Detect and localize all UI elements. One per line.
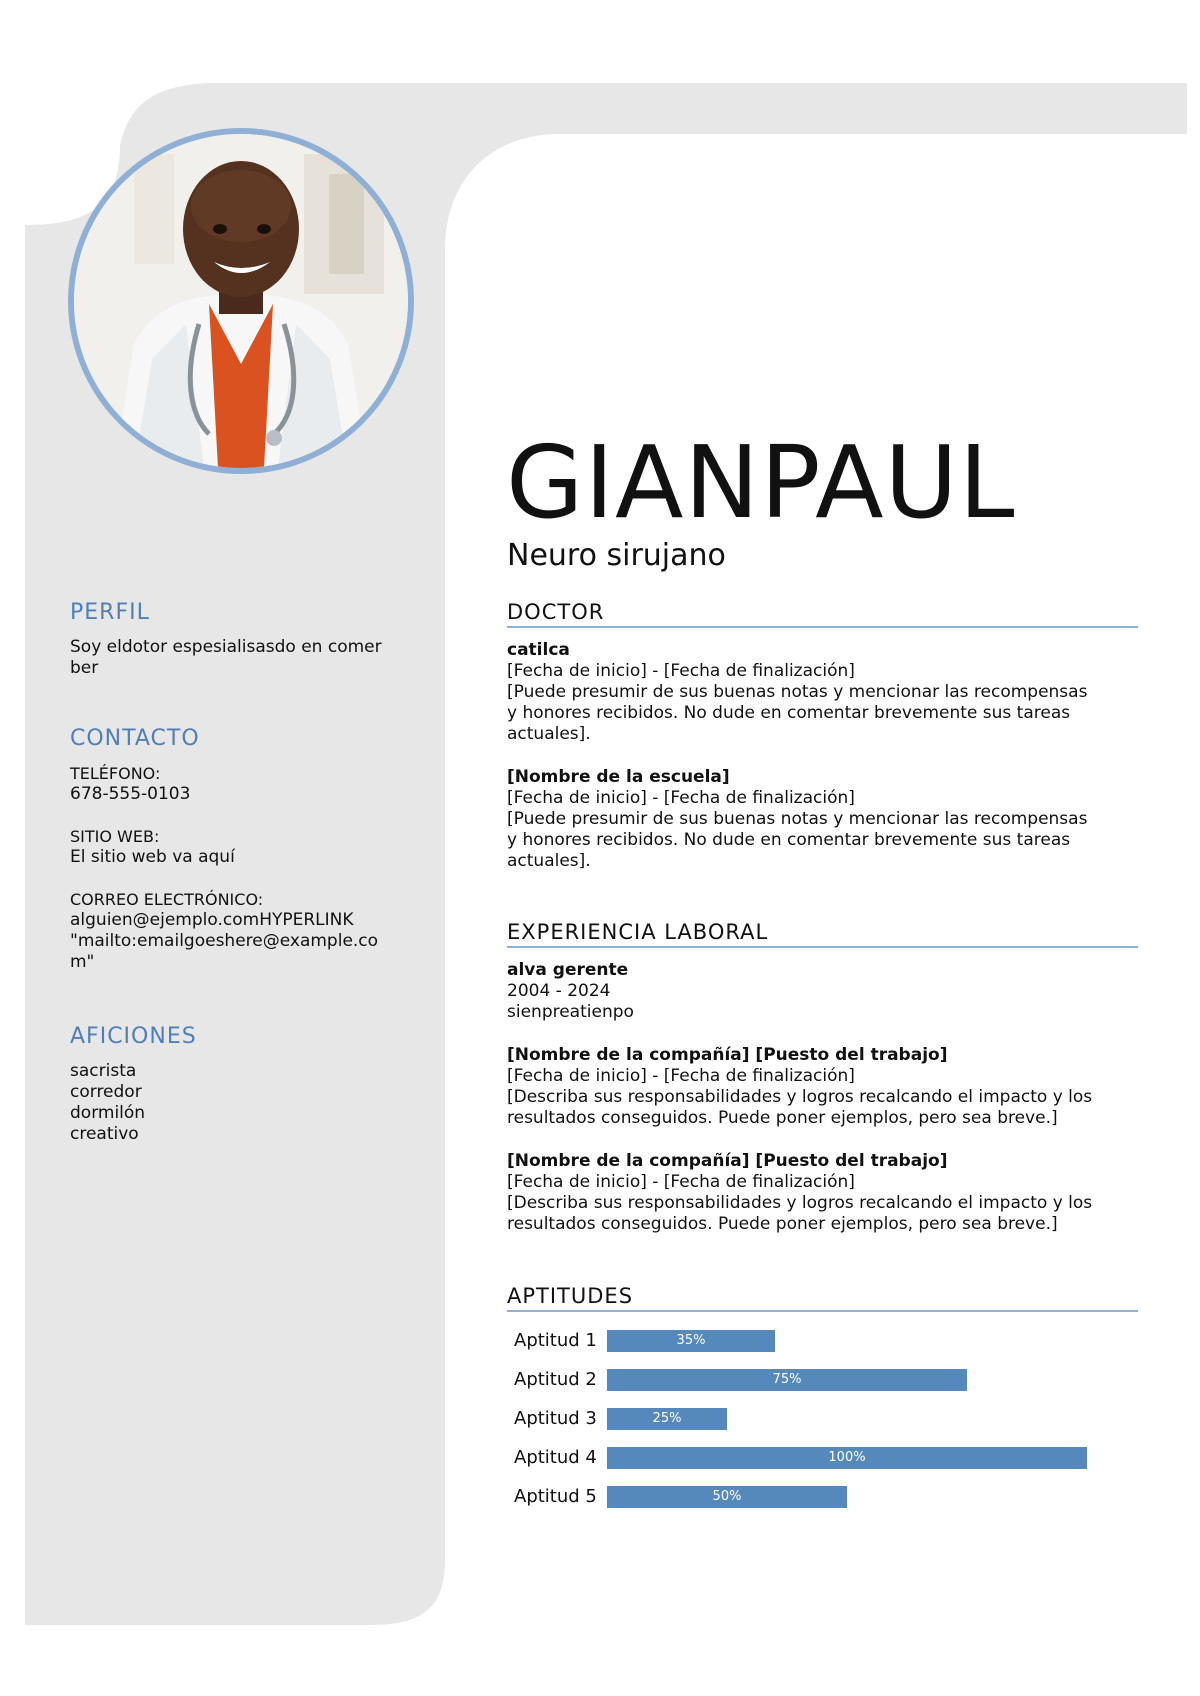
- education-entry: [507, 767, 1138, 872]
- experience-entry: [507, 1151, 1138, 1235]
- skill-bar: 25%: [607, 1408, 727, 1430]
- skill-row: [507, 1408, 1138, 1430]
- education-desc: y honores recibidos. No dude en comentar brevemente sus tareas: [507, 703, 1071, 723]
- skill-row: [507, 1330, 1138, 1352]
- experience-entry: [507, 960, 1138, 1023]
- experience-desc: sienpreatienpo: [507, 1002, 634, 1022]
- job-role: alva gerente: [507, 960, 629, 980]
- skill-label: Aptitud 2: [514, 1369, 597, 1390]
- education-dates: [Fecha de inicio] - [Fecha de finalización]: [507, 661, 855, 681]
- contact-section: [70, 726, 415, 973]
- email-value-line2[interactable]: "mailto:emailgoeshere@example.co: [70, 931, 379, 951]
- hobbies-section: [70, 1024, 415, 1145]
- job-role: [Nombre de la compañía] [Puesto del trabajo]: [507, 1045, 948, 1065]
- education-heading: DOCTOR: [507, 600, 1138, 628]
- education-dates: [Fecha de inicio] - [Fecha de finalización]: [507, 788, 855, 808]
- skill-row: [507, 1369, 1138, 1391]
- phone-label: TELÉFONO:: [70, 764, 161, 783]
- skill-label: Aptitud 1: [514, 1330, 597, 1351]
- experience-section: [507, 920, 1138, 1235]
- profile-photo: [68, 128, 414, 474]
- experience-dates: [Fecha de inicio] - [Fecha de finalización]: [507, 1066, 855, 1086]
- skill-bar: 35%: [607, 1330, 775, 1352]
- hobby-item: sacrista: [70, 1061, 137, 1081]
- website-label: SITIO WEB:: [70, 827, 160, 846]
- email-value-line3[interactable]: m": [70, 952, 95, 972]
- profile-section: [70, 600, 415, 679]
- contact-heading: CONTACTO: [70, 726, 200, 751]
- skill-row: [507, 1486, 1138, 1508]
- experience-entry: [507, 1045, 1138, 1129]
- skills-chart: [507, 1330, 1138, 1520]
- hobby-item: creativo: [70, 1124, 139, 1144]
- candidate-name: GIANPAUL: [506, 424, 1016, 541]
- skills-heading: APTITUDES: [507, 1284, 1138, 1312]
- education-desc: actuales].: [507, 724, 591, 744]
- phone-value: 678-555-0103: [70, 784, 191, 804]
- experience-dates: 2004 - 2024: [507, 981, 611, 1001]
- hobby-item: dormilón: [70, 1103, 146, 1123]
- skill-label: Aptitud 4: [514, 1447, 597, 1468]
- skill-label: Aptitud 5: [514, 1486, 597, 1507]
- email-value-line1[interactable]: alguien@ejemplo.comHYPERLINK: [70, 910, 354, 930]
- education-entry: [507, 640, 1138, 745]
- website-value[interactable]: El sitio web va aquí: [70, 847, 235, 867]
- experience-desc: resultados conseguidos. Puede poner ejemplos, pero sea breve.]: [507, 1214, 1058, 1234]
- profile-heading: PERFIL: [70, 600, 150, 625]
- education-desc: actuales].: [507, 851, 591, 871]
- education-desc: y honores recibidos. No dude en comentar brevemente sus tareas: [507, 830, 1071, 850]
- job-role: [Nombre de la compañía] [Puesto del trabajo]: [507, 1151, 948, 1171]
- experience-heading: EXPERIENCIA LABORAL: [507, 920, 1138, 948]
- education-desc: [Puede presumir de sus buenas notas y mencionar las recompensas: [507, 682, 1088, 702]
- school-name: [Nombre de la escuela]: [507, 767, 730, 787]
- experience-desc: resultados conseguidos. Puede poner ejemplos, pero sea breve.]: [507, 1108, 1058, 1128]
- skill-bar: 50%: [607, 1486, 847, 1508]
- education-section: [507, 600, 1138, 872]
- hobbies-heading: AFICIONES: [70, 1024, 197, 1049]
- skills-section: [507, 1284, 1138, 1524]
- skill-row: [507, 1447, 1138, 1469]
- education-desc: [Puede presumir de sus buenas notas y mencionar las recompensas: [507, 809, 1088, 829]
- skill-bar: 75%: [607, 1369, 967, 1391]
- experience-dates: [Fecha de inicio] - [Fecha de finalización]: [507, 1172, 855, 1192]
- job-title: Neuro sirujano: [507, 538, 726, 573]
- experience-desc: [Describa sus responsabilidades y logros recalcando el impacto y los: [507, 1193, 1093, 1213]
- skill-bar: 100%: [607, 1447, 1087, 1469]
- school-name: catilca: [507, 640, 570, 660]
- profile-text: Soy eldotor espesialisasdo en comer ber: [70, 637, 382, 678]
- skill-label: Aptitud 3: [514, 1408, 597, 1429]
- experience-desc: [Describa sus responsabilidades y logros recalcando el impacto y los: [507, 1087, 1093, 1107]
- hobby-item: corredor: [70, 1082, 142, 1102]
- email-label: CORREO ELECTRÓNICO:: [70, 890, 264, 909]
